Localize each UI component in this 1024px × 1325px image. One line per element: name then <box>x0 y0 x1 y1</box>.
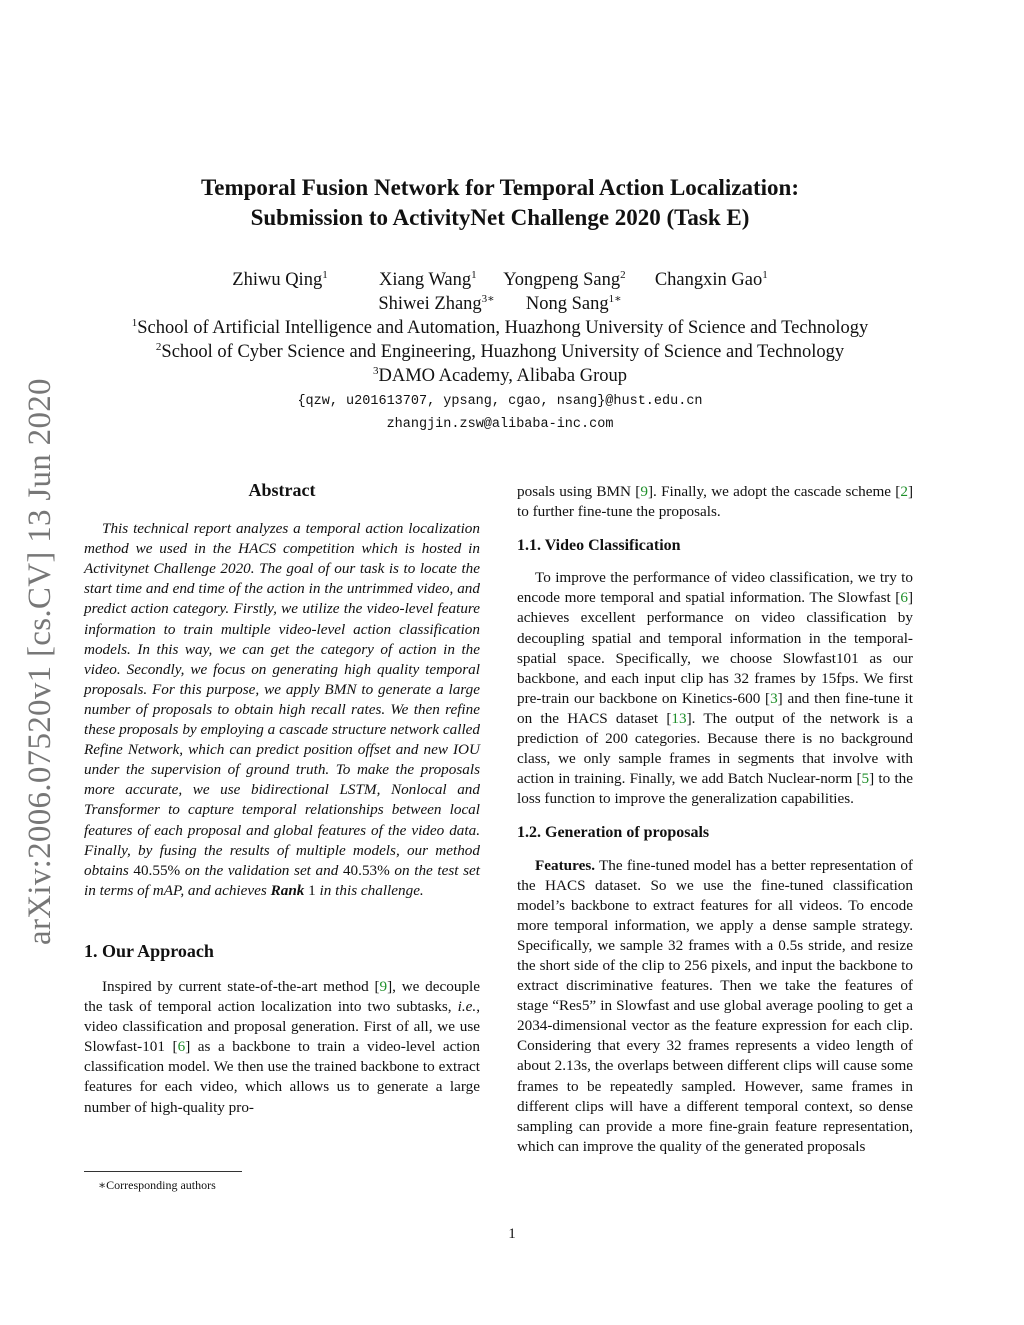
author-sup: 1 <box>762 268 768 281</box>
affil-sup: 3 <box>372 364 379 377</box>
rank-number: 1 <box>304 881 316 899</box>
abstract-text: on the test set in terms of mAP, and achieves <box>84 861 481 899</box>
author-line-1 <box>80 270 920 291</box>
abstract-text: in this challenge. <box>315 881 424 899</box>
body-text: ] to further fine-tune the proposals. <box>517 483 914 521</box>
features-label: Features. <box>535 856 596 874</box>
author-sup: 1∗ <box>608 292 622 305</box>
author-name: Yongpeng Sang <box>503 270 621 290</box>
author-name: Nong Sang <box>525 294 609 314</box>
affil-sup: 2 <box>155 340 162 353</box>
right-paragraph-1-1 <box>517 568 913 809</box>
val-score: 40.55% <box>133 861 181 879</box>
abstract-heading: Abstract <box>248 480 316 500</box>
email-line-1[interactable]: {qzw, u201613707, ypsang, cgao, nsang}@hust.edu.cn <box>297 394 703 409</box>
paper-title-line2: Submission to ActivityNet Challenge 2020 (Task E) <box>250 205 750 230</box>
page-number: 1 <box>508 1226 516 1242</box>
section-heading-1: 1. Our Approach <box>84 940 214 961</box>
body-text: ], we decouple the task of temporal action localization into two subtasks, <box>84 977 480 1016</box>
author-sup: 3∗ <box>481 292 495 305</box>
affiliation-1 <box>60 318 940 339</box>
author-name: Changxin Gao <box>654 270 763 290</box>
body-text: i.e. <box>457 998 477 1016</box>
affil-text: DAMO Academy, Alibaba Group <box>378 366 627 386</box>
author-name: Shiwei Zhang <box>378 294 482 314</box>
author-name: Xiang Wang <box>378 270 472 290</box>
citation-link[interactable]: 9 <box>640 483 648 500</box>
body-text: ] to the loss function to improve the generalization capabilities. <box>517 770 914 808</box>
subsection-heading-1-1: 1.1. Video Classification <box>517 537 681 555</box>
right-paragraph-0 <box>517 482 913 522</box>
body-text: ] and then fine-tune it on the HACS dataset [ <box>517 689 913 727</box>
body-text: ] as a backbone to train a video-level action classification model. We then use the trained backbone to extract features for each video, which allows us to generate a large number of high-quality pro- <box>84 1038 480 1116</box>
section1-paragraph <box>84 977 480 1118</box>
body-text: Inspired by current state-of-the-art method [ <box>102 977 380 995</box>
affil-text: School of Cyber Science and Engineering, Huazhong University of Science and Technology <box>161 342 845 362</box>
abstract-text: This technical report analyzes a temporal action localization method we used in the HACS competition which is hosted in Activitynet Challenge 2020. The goal of our task is to locate the start time and end time of the action in the untrimmed video, and predict action category. Firstly, we utilize the video-level feature information to train multiple video-level action classification models. In this way, we can get the category of action in the video. Secondly, we focus on generating high quality temporal proposals. For this purpose, we apply BMN to generate a large number of proposals to obtain high recall rates. We then refine these proposals by employing a cascade structure network called Refine Network, which can predict position offset and new IOU under the supervision of ground truth. To make the proposals more accurate, we use bidirectional LSTM, Nonlocal and Transformer to capture temporal relationships between local features of each proposal and global features of the video data. Finally, by fusing the results of multiple models, our method obtains <box>84 520 480 879</box>
affiliation-3 <box>80 366 920 387</box>
body-text: To improve the performance of video classification, we try to encode more temporal and spatial information. The Slowfast [ <box>517 569 913 607</box>
citation-link[interactable]: 2 <box>900 483 908 500</box>
affil-text: School of Artificial Intelligence and Automation, Huazhong University of Science and Technology <box>137 318 869 338</box>
body-text: The fine-tuned model has a better representation of the HACS dataset. So we use the fine-tuned classification model’s backbone to extract features for all videos. To encode more temporal information, we apply a dense sample strategy. Specifically, we sample 32 frames with a 0.5s stride, and resize the short side of the clip to 256 pixels, and input the backbone to extract discriminative features. Then we take the features of stage “Res5” in Slowfast and use global average pooling to get a 2034-dimensional vector as the feature expression for each clip. Considering that every 32 frames represents a video length of about 2.13s, the overlaps between different clips will cause some frames to be repeatedly sampled. However, same frames in different clips will have a different temporal context, so dense sampling can provide a more fine-grain feature representation, which can improve the quality of the generated proposals <box>517 856 913 1155</box>
body-text: , video classification and proposal generation. First of all, we use Slowfast-101 [ <box>84 998 480 1056</box>
test-score: 40.53% <box>342 861 390 879</box>
body-text: ] achieves excellent performance on video classification by decoupling spatial and temporal information in the temporal-spatial space. Specifically, we choose Slowfast101 as our backbone, and each input clip has 32 frames by 15fps. We first pre-train our backbone on Kinetics-600 [ <box>517 589 913 707</box>
body-text: ]. Finally, we adopt the cascade scheme [ <box>647 483 901 500</box>
affil-sup: 1 <box>131 316 138 329</box>
body-text: posals using BMN [ <box>517 483 641 500</box>
citation-link[interactable]: 6 <box>177 1038 186 1056</box>
rank-word: Rank <box>270 881 305 899</box>
email-line-2[interactable]: zhangjin.zsw@alibaba-inc.com <box>386 417 614 432</box>
citation-link[interactable]: 6 <box>900 589 908 607</box>
body-text: ]. The output of the network is a prediction of 200 categories. Because there is no background class, we only sample frames in segments that involve with action in training. Finally, we add Batch Nuclear-norm [ <box>517 709 913 788</box>
author-sup: 1 <box>322 268 328 281</box>
right-column <box>517 482 913 1157</box>
arxiv-stamp: arXiv:2006.07520v1 [cs.CV] 13 Jun 2020 <box>22 378 58 945</box>
citation-link[interactable]: 13 <box>671 709 687 727</box>
left-column <box>84 480 480 1118</box>
author-line-2 <box>80 294 920 315</box>
subsection-heading-1-2: 1.2. Generation of proposals <box>517 824 710 842</box>
right-paragraph-1-2 <box>517 856 913 1157</box>
affiliation-2 <box>80 342 920 363</box>
footnote: ∗Corresponding authors <box>98 1178 216 1192</box>
citation-link[interactable]: 9 <box>379 977 388 995</box>
abstract-body <box>84 519 480 901</box>
author-sup: 1 <box>471 268 477 281</box>
author-sup: 2 <box>620 268 626 281</box>
abstract-text: on the validation set and <box>180 861 343 879</box>
author-name: Zhiwu Qing <box>232 270 323 290</box>
paper-title-line1: Temporal Fusion Network for Temporal Action Localization: <box>201 175 799 200</box>
citation-link[interactable]: 5 <box>861 770 870 788</box>
footnote-rule <box>84 1171 242 1172</box>
citation-link[interactable]: 3 <box>770 689 778 707</box>
